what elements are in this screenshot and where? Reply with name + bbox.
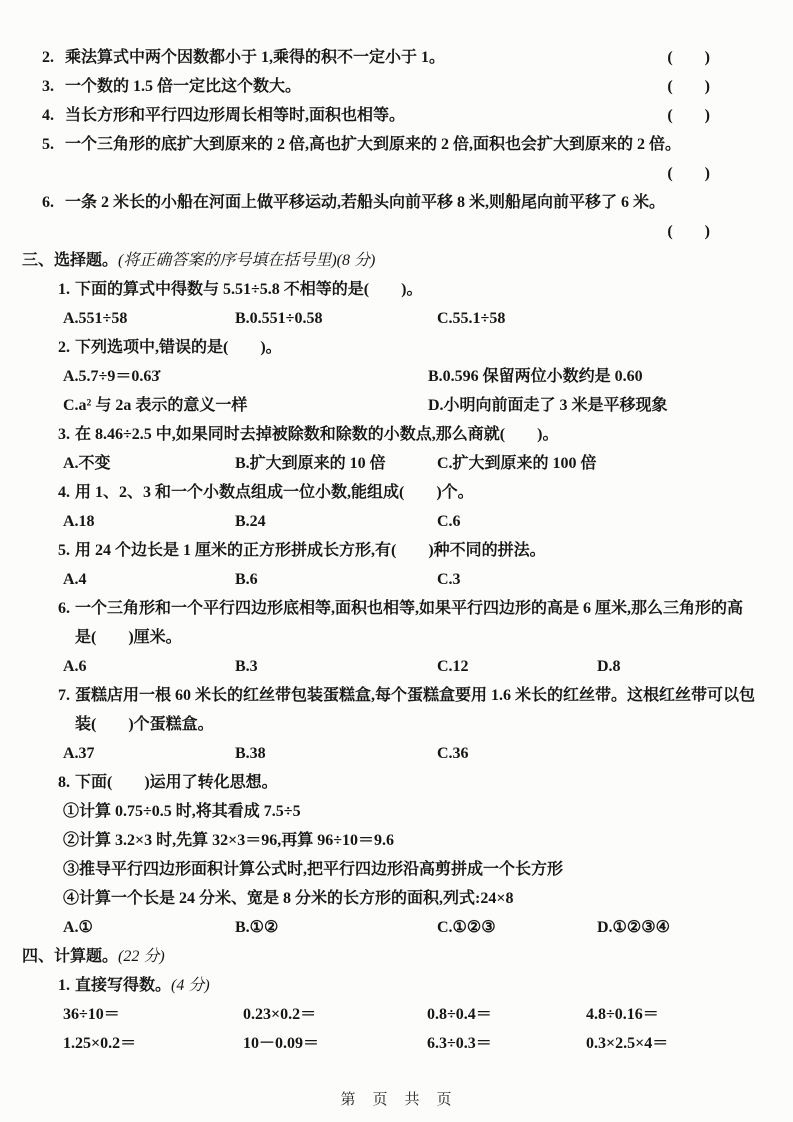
option-b: B.3 [235, 658, 258, 675]
calc-subsection-header [58, 971, 755, 1000]
choice-question-4-options [58, 507, 755, 536]
calc-expression: 6.3÷0.3＝ [427, 1035, 492, 1052]
answer-bracket: ( ) [667, 78, 710, 95]
option-a: A.不变 [63, 455, 111, 472]
section-points: (22 分) [118, 948, 165, 965]
choice-section-header [22, 246, 755, 275]
option-d: D.小明向前面走了 3 米是平移现象 [428, 397, 668, 414]
question-text: 一个三角形的底扩大到原来的 2 倍,高也扩大到原来的 2 倍,面积也会扩大到原来的 2 倍。 [65, 136, 682, 153]
option-d: D.①②③④ [597, 919, 670, 936]
question-number: 1. [58, 977, 70, 994]
option-a: A.18 [63, 513, 95, 530]
calc-expression: 36÷10＝ [63, 1006, 120, 1023]
question-text: 一个数的 1.5 倍一定比这个数大。 [65, 78, 302, 95]
option-c: C.a² 与 2a 表示的意义一样 [63, 397, 248, 414]
choice-question-4 [58, 478, 755, 507]
option-c: C.12 [437, 658, 469, 675]
question-number: 2. [42, 49, 54, 66]
question-text: 下面的算式中得数与 5.51÷5.8 不相等的是( )。 [75, 281, 423, 298]
choice-question-2-options-row2 [58, 391, 755, 420]
option-a: A.6 [63, 658, 87, 675]
question-number: 2. [58, 339, 70, 356]
choice-question-8-options [58, 913, 755, 942]
option-a: A.4 [63, 571, 87, 588]
judge-question-3 [42, 72, 755, 101]
option-a: A.551÷58 [63, 310, 128, 327]
judge-question-5 [42, 130, 755, 159]
calc-expression: 0.3×2.5×4＝ [586, 1035, 669, 1052]
choice-question-8 [58, 768, 755, 797]
calc-row-2 [58, 1029, 755, 1058]
question-text: 蛋糕店用一根 60 米长的红丝带包装蛋糕盒,每个蛋糕盒要用 1.6 米长的红丝带。这根红丝带可以包装( )个蛋糕盒。 [75, 687, 756, 733]
option-c: C.3 [437, 571, 461, 588]
subsection-title-text: 直接写得数。 [75, 977, 172, 994]
question-number: 5. [42, 136, 54, 153]
option-c: C.①②③ [437, 919, 496, 936]
choice-question-6 [58, 594, 755, 652]
calc-expression: 0.23×0.2＝ [243, 1006, 317, 1023]
question-number: 4. [58, 484, 70, 501]
choice-question-7-options [58, 739, 755, 768]
question-text: 用 1、2、3 和一个小数点组成一位小数,能组成( )个。 [75, 484, 474, 501]
option-b: B.①② [235, 919, 279, 936]
question-number: 7. [58, 687, 70, 704]
calc-expression: 10－0.09＝ [243, 1035, 320, 1052]
subsection-points: (4 分) [171, 977, 210, 994]
judge-question-2 [42, 43, 755, 72]
question-number: 6. [42, 194, 54, 211]
judge-question-4 [42, 101, 755, 130]
question-text: 下面( )运用了转化思想。 [75, 774, 278, 791]
question-text: 下列选项中,错误的是( )。 [75, 339, 282, 356]
question-text: 一个三角形和一个平行四边形底相等,面积也相等,如果平行四边形的高是 6 厘米,那么三角形的高是( )厘米。 [75, 600, 744, 646]
answer-bracket: ( ) [667, 49, 710, 66]
choice-section [58, 275, 755, 942]
choice-question-5 [58, 536, 755, 565]
choice-question-8-item-2: ②计算 3.2×3 时,先算 32×3＝96,再算 96÷10＝9.6 [63, 832, 395, 849]
question-text: 当长方形和平行四边形周长相等时,面积也相等。 [65, 107, 406, 124]
question-text: 用 24 个边长是 1 厘米的正方形拼成长方形,有( )种不同的拼法。 [75, 542, 546, 559]
calc-section-header [22, 942, 755, 971]
choice-question-3 [58, 420, 755, 449]
question-number: 3. [42, 78, 54, 95]
choice-question-5-options [58, 565, 755, 594]
choice-question-8-item-1: ①计算 0.75÷0.5 时,将其看成 7.5÷5 [63, 803, 301, 820]
option-b: B.0.596 保留两位小数约是 0.60 [428, 368, 643, 385]
calc-expression: 1.25×0.2＝ [63, 1035, 137, 1052]
option-a: A.37 [63, 745, 95, 762]
question-number: 3. [58, 426, 70, 443]
question-text: 在 8.46÷2.5 中,如果同时去掉被除数和除数的小数点,那么商就( )。 [75, 426, 559, 443]
choice-question-8-item-4: ④计算一个长是 24 分米、宽是 8 分米的长方形的面积,列式:24×8 [63, 890, 514, 907]
answer-bracket: ( ) [667, 165, 710, 182]
answer-bracket: ( ) [667, 223, 710, 240]
option-c: C.扩大到原来的 100 倍 [437, 455, 597, 472]
choice-question-1-options [58, 304, 755, 333]
question-number: 5. [58, 542, 70, 559]
option-b: B.6 [235, 571, 258, 588]
option-a: A.① [63, 919, 93, 936]
section-title: 三、选择题。 [22, 252, 119, 269]
calc-section [58, 971, 755, 1058]
choice-question-8-item-3: ③推导平行四边形面积计算公式时,把平行四边形沿高剪拼成一个长方形 [63, 861, 564, 878]
answer-bracket: ( ) [667, 107, 710, 124]
judge-question-6 [42, 188, 755, 217]
choice-question-2 [58, 333, 755, 362]
question-text: 乘法算式中两个因数都小于 1,乘得的积不一定小于 1。 [65, 49, 446, 66]
option-b: B.0.551÷0.58 [235, 310, 323, 327]
question-number: 6. [58, 600, 70, 617]
question-number: 8. [58, 774, 70, 791]
option-b: B.38 [235, 745, 266, 762]
subsection-title [75, 971, 755, 1000]
calc-expression: 4.8÷0.16＝ [586, 1006, 659, 1023]
choice-question-3-options [58, 449, 755, 478]
calc-expression: 0.8÷0.4＝ [427, 1006, 492, 1023]
question-number: 1. [58, 281, 70, 298]
judgement-section [42, 43, 755, 246]
page-footer: 第 页 共 页 [340, 1092, 453, 1108]
option-c: C.55.1÷58 [437, 310, 506, 327]
choice-question-7 [58, 681, 755, 739]
option-c: C.36 [437, 745, 469, 762]
choice-question-2-options-row1 [58, 362, 755, 391]
option-b: B.扩大到原来的 10 倍 [235, 455, 386, 472]
question-text: 一条 2 米长的小船在河面上做平移运动,若船头向前平移 8 米,则船尾向前平移了 6 米。 [65, 194, 666, 211]
option-b: B.24 [235, 513, 266, 530]
option-a: A.5.7÷9＝0.63̇ [63, 368, 160, 385]
section-note: (将正确答案的序号填在括号里)(8 分) [118, 252, 376, 269]
option-c: C.6 [437, 513, 461, 530]
choice-question-1 [58, 275, 755, 304]
choice-question-6-options [58, 652, 755, 681]
calc-row-1 [58, 1000, 755, 1029]
question-number: 4. [42, 107, 54, 124]
option-d: D.8 [597, 658, 621, 675]
section-title: 四、计算题。 [22, 948, 119, 965]
